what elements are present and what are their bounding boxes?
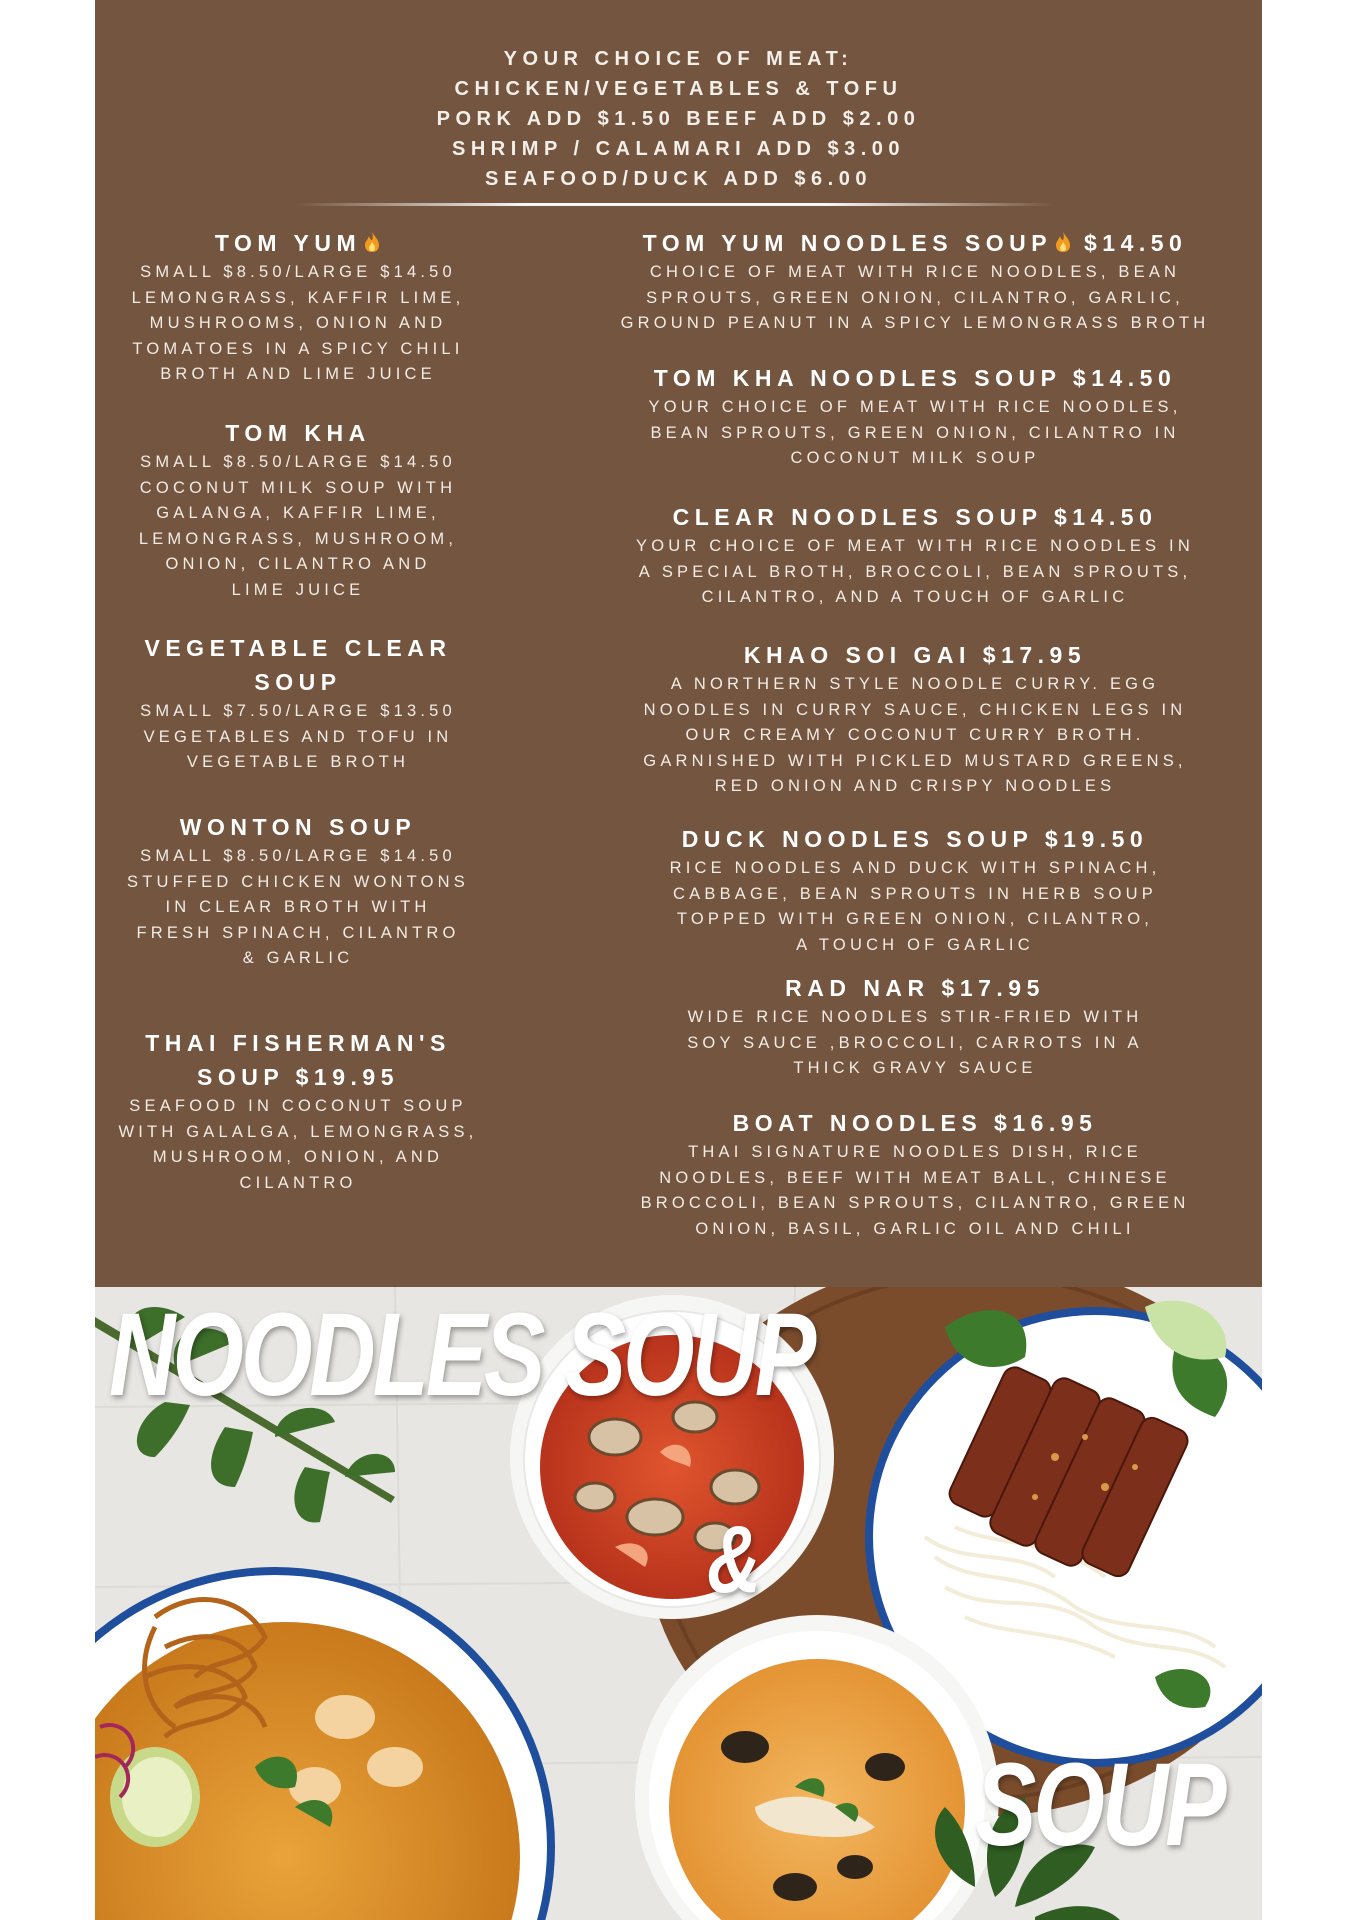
item-desc-line: SPROUTS, GREEN ONION, CILANTRO, GARLIC, — [646, 288, 1184, 307]
menu-item-thai-fishermans-soup — [113, 1026, 483, 1196]
spicy-flame-icon — [1054, 231, 1072, 253]
item-desc-line: LIME JUICE — [231, 580, 365, 599]
item-desc-line: A SPECIAL BROTH, BROCCOLI, BEAN SPROUTS, — [638, 562, 1192, 581]
meat-choice-notice — [95, 44, 1262, 194]
item-desc-line: RED ONION AND CRISPY NOODLES — [714, 777, 1116, 795]
menu-item-tom-kha — [113, 416, 483, 603]
menu-item-rad-nar — [585, 971, 1245, 1082]
item-desc-line: STUFFED CHICKEN WONTONS — [127, 872, 469, 891]
item-desc-line: RICE NOODLES AND DUCK WITH SPINACH, — [669, 859, 1161, 877]
item-desc-line: IN CLEAR BROTH WITH — [165, 898, 431, 916]
item-desc-line: BROCCOLI, BEAN SPROUTS, CILANTRO, GREEN — [640, 1194, 1190, 1212]
item-desc-line: WIDE RICE NOODLES STIR-FRIED WITH — [687, 1008, 1143, 1026]
item-desc-line: WITH GALALGA, LEMONGRASS, — [118, 1122, 478, 1141]
spicy-flame-icon — [363, 231, 381, 253]
menu-item-tom-kha-noodles-soup — [585, 361, 1245, 472]
item-desc-line: VEGETABLES AND TOFU IN — [143, 727, 453, 746]
item-desc-line: A TOUCH OF GARLIC — [796, 935, 1034, 954]
item-title: BOAT NOODLES $16.95 — [732, 1110, 1098, 1136]
hero-title-line1: NOODLES SOUP — [109, 1289, 814, 1421]
item-desc-line: BROTH AND LIME JUICE — [160, 365, 436, 383]
menu-item-wonton-soup — [113, 810, 483, 972]
item-desc-line: A NORTHERN STYLE NOODLE CURRY. EGG — [670, 675, 1160, 693]
item-desc-line: FRESH SPINACH, CILANTRO — [136, 923, 460, 942]
item-desc-line: YOUR CHOICE OF MEAT WITH RICE NOODLES, — [648, 398, 1182, 416]
menu-item-tom-yum — [113, 226, 483, 388]
menu-item-tom-yum-noodles-soup — [585, 226, 1245, 337]
menu-item-duck-noodles-soup — [585, 822, 1245, 958]
item-price: $14.50 — [1084, 230, 1188, 256]
item-title: SOUP $19.95 — [196, 1064, 399, 1090]
notice-line: YOUR CHOICE OF MEAT: — [503, 48, 854, 70]
item-title: TOM YUM NOODLES SOUP — [642, 230, 1053, 256]
item-title: TOM YUM — [214, 230, 362, 256]
item-desc-line: GALANGA, KAFFIR LIME, — [156, 504, 440, 522]
item-desc-line: CHOICE OF MEAT WITH RICE NOODLES, BEAN — [649, 263, 1181, 281]
item-desc-line: THAI SIGNATURE NOODLES DISH, RICE — [688, 1143, 1142, 1161]
menu-item-vegetable-clear-soup — [113, 631, 483, 776]
item-desc-line: BEAN SPROUTS, GREEN ONION, CILANTRO IN — [650, 423, 1180, 442]
item-desc-line: YOUR CHOICE OF MEAT WITH RICE NOODLES IN — [636, 537, 1194, 555]
item-title: SOUP — [254, 669, 342, 695]
item-desc-line: CILANTRO — [239, 1173, 357, 1192]
item-title: THAI FISHERMAN'S — [145, 1030, 451, 1056]
menu-item-clear-noodles-soup — [585, 500, 1245, 611]
item-desc-line: MUSHROOMS, ONION AND — [149, 314, 447, 332]
item-desc-line: COCONUT MILK SOUP WITH — [139, 478, 457, 497]
item-price: SMALL $8.50/LARGE $14.50 — [140, 453, 456, 471]
item-desc-line: THICK GRAVY SAUCE — [793, 1059, 1037, 1077]
hero-ampersand: & — [707, 1506, 762, 1613]
item-desc-line: TOPPED WITH GREEN ONION, CILANTRO, — [676, 910, 1154, 928]
menu-item-boat-noodles — [585, 1106, 1245, 1242]
notice-line: SEAFOOD/DUCK ADD $6.00 — [485, 168, 872, 190]
item-title: WONTON SOUP — [179, 814, 417, 840]
item-title: KHAO SOI GAI $17.95 — [743, 642, 1087, 668]
item-title: TOM KHA — [225, 420, 371, 446]
notice-line: SHRIMP / CALAMARI ADD $3.00 — [452, 138, 905, 160]
menu-page — [95, 0, 1262, 1920]
item-price: SMALL $7.50/LARGE $13.50 — [140, 702, 456, 720]
item-price: SMALL $8.50/LARGE $14.50 — [140, 847, 456, 865]
menu-item-khao-soi-gai — [585, 638, 1245, 800]
item-desc-line: SOY SAUCE ,BROCCOLI, CARROTS IN A — [687, 1033, 1143, 1052]
item-desc-line: ONION, BASIL, GARLIC OIL AND CHILI — [695, 1219, 1135, 1238]
item-desc-line: MUSHROOM, ONION, AND — [152, 1148, 444, 1166]
notice-line: PORK ADD $1.50 BEEF ADD $2.00 — [436, 108, 921, 130]
item-title: DUCK NOODLES SOUP $19.50 — [681, 826, 1149, 852]
item-desc-line: COCONUT MILK SOUP — [790, 449, 1040, 467]
menu-text-panel — [95, 0, 1262, 1287]
item-desc-line: LEMONGRASS, KAFFIR LIME, — [131, 288, 465, 307]
item-desc-line: LEMONGRASS, MUSHROOM, — [138, 529, 458, 548]
hero-title-line2: SOUP — [975, 1739, 1224, 1871]
item-title: VEGETABLE CLEAR — [144, 635, 452, 661]
item-desc-line: NOODLES, BEEF WITH MEAT BALL, CHINESE — [659, 1168, 1171, 1187]
item-desc-line: ONION, CILANTRO AND — [165, 555, 431, 573]
item-title: RAD NAR $17.95 — [785, 975, 1045, 1001]
item-desc-line: OUR CREAMY COCONUT CURRY BROTH. — [685, 726, 1145, 744]
item-desc-line: GROUND PEANUT IN A SPICY LEMONGRASS BROTH — [620, 314, 1210, 332]
item-desc-line: & GARLIC — [242, 949, 354, 967]
item-desc-line: CABBAGE, BEAN SPROUTS IN HERB SOUP — [673, 884, 1157, 903]
item-title: TOM KHA NOODLES SOUP $14.50 — [653, 365, 1177, 391]
item-desc-line: TOMATOES IN A SPICY CHILI — [132, 339, 464, 358]
item-desc-line: VEGETABLE BROTH — [186, 753, 410, 771]
item-desc-line: SEAFOOD IN COCONUT SOUP — [129, 1097, 467, 1115]
item-price: SMALL $8.50/LARGE $14.50 — [140, 263, 456, 281]
item-title: CLEAR NOODLES SOUP $14.50 — [672, 504, 1158, 530]
item-desc-line: CILANTRO, AND A TOUCH OF GARLIC — [701, 588, 1129, 606]
item-desc-line: NOODLES IN CURRY SAUCE, CHICKEN LEGS IN — [643, 700, 1187, 719]
noodle-soup-photo — [95, 1287, 1262, 1920]
notice-line: CHICKEN/VEGETABLES & TOFU — [454, 78, 903, 100]
item-desc-line: GARNISHED WITH PICKLED MUSTARD GREENS, — [643, 751, 1187, 770]
divider-line — [295, 203, 1055, 206]
